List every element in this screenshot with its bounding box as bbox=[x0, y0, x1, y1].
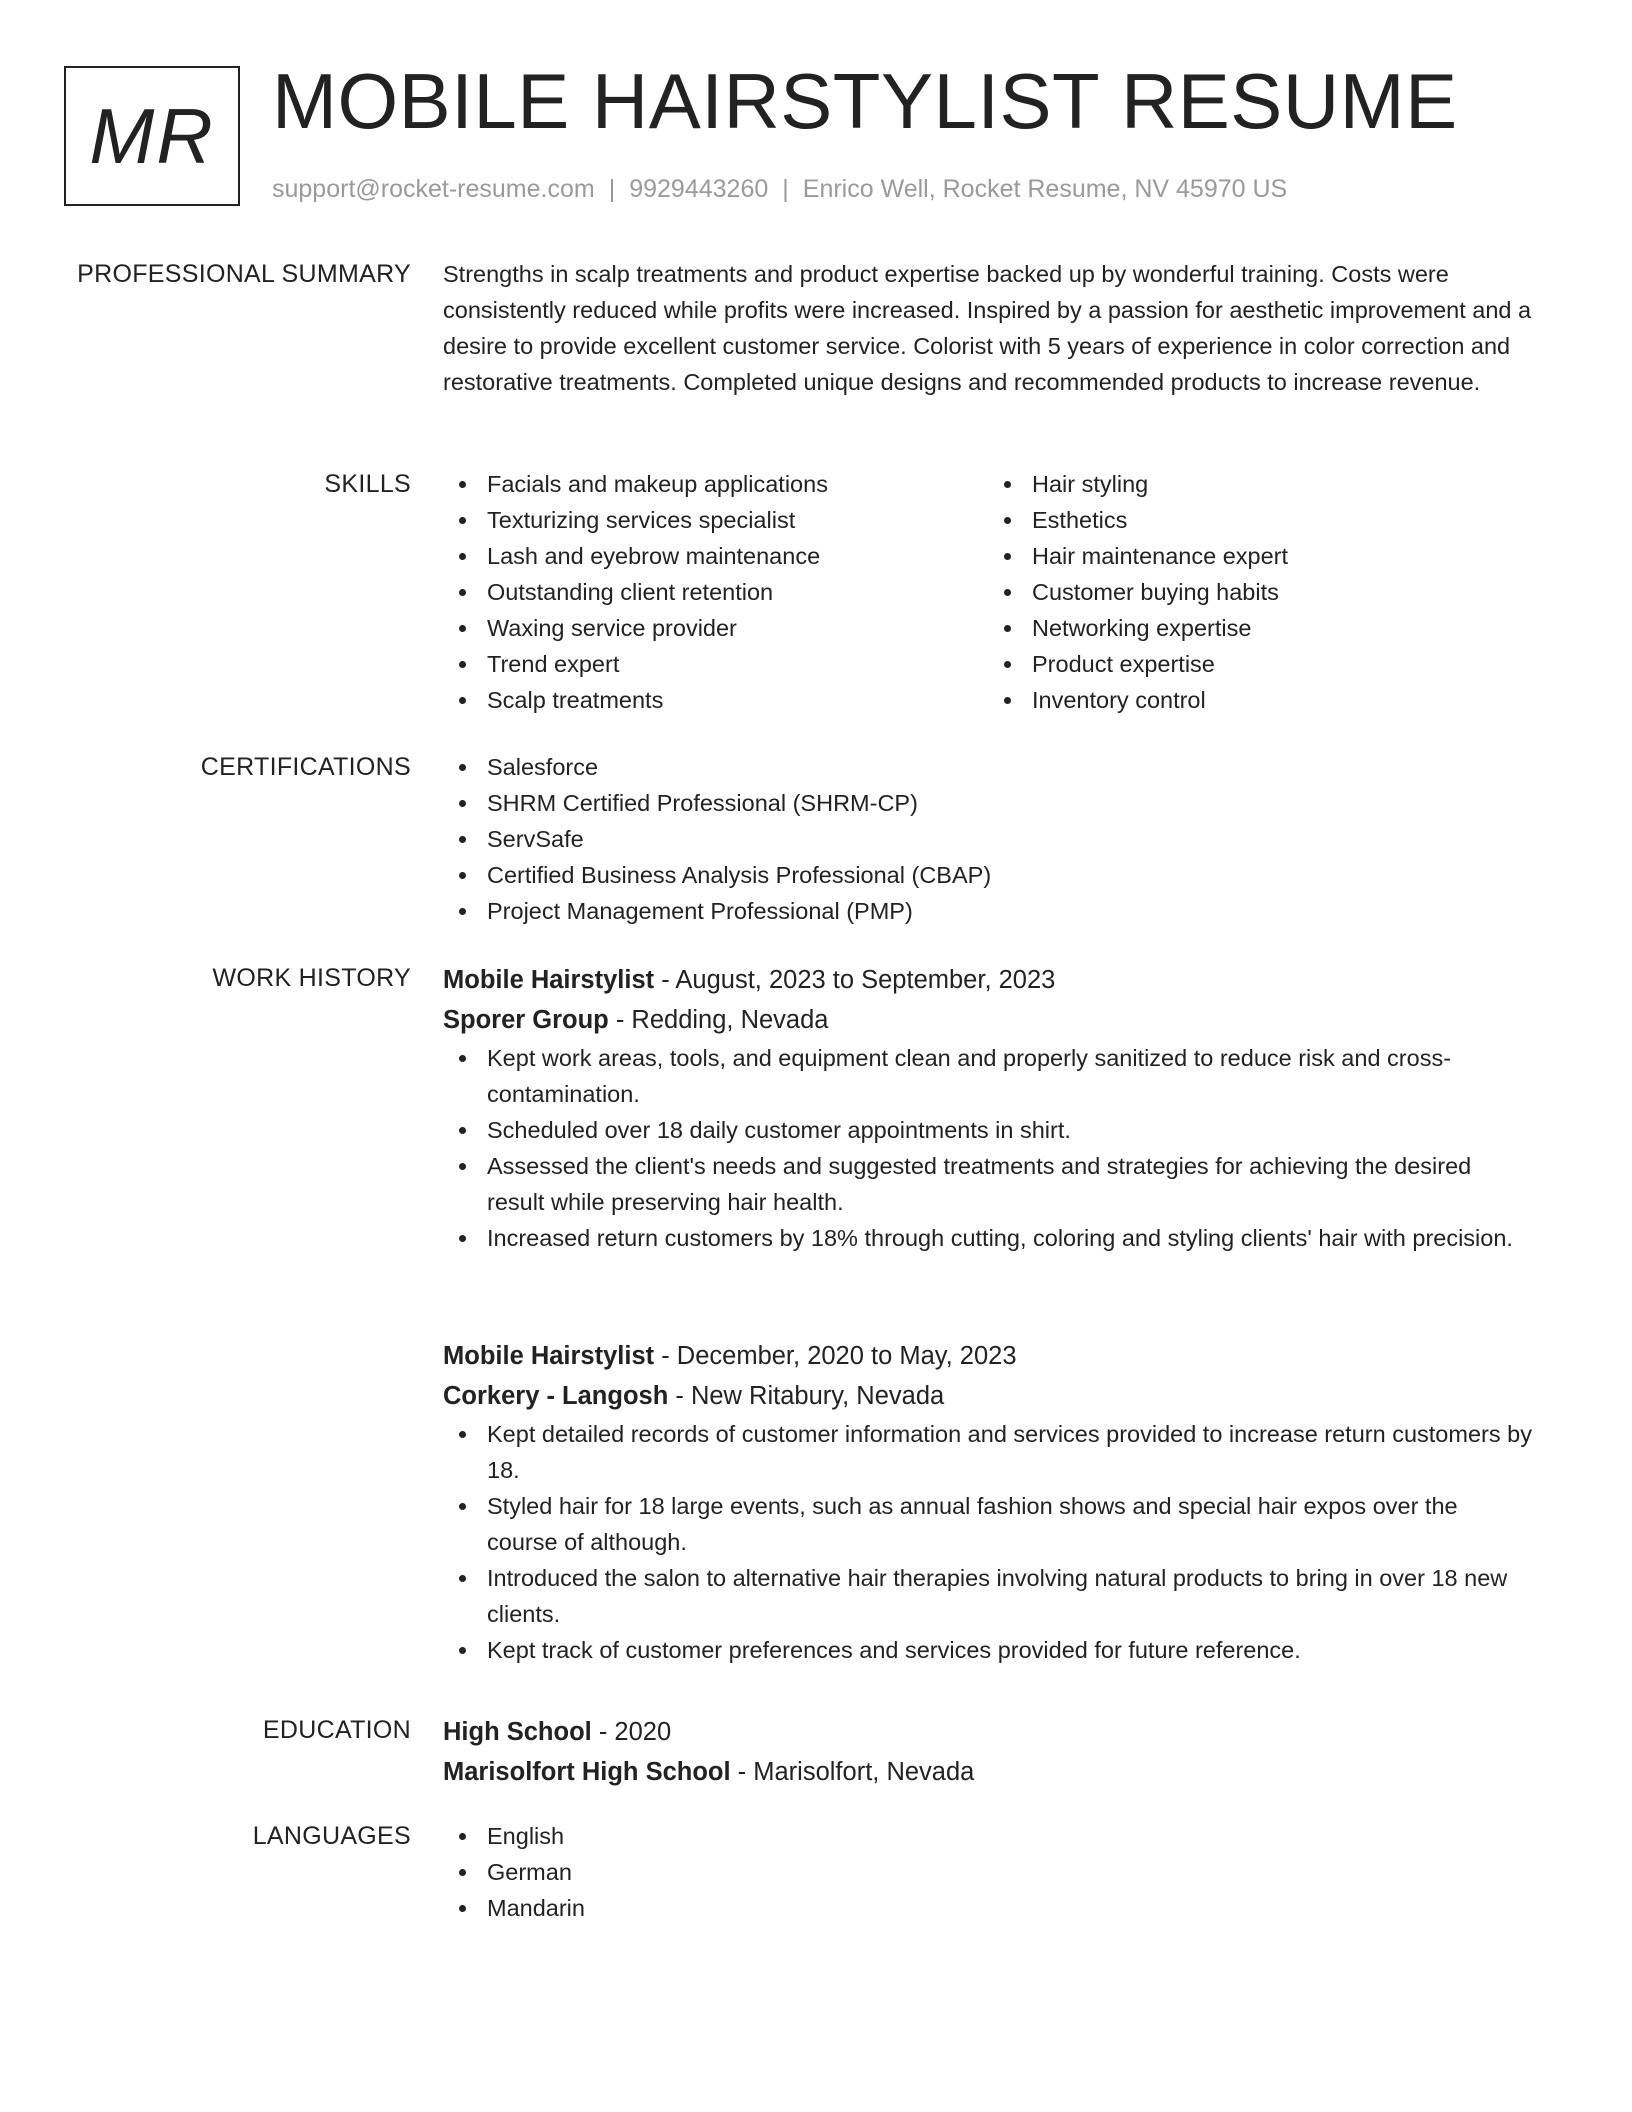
skills-body bbox=[443, 466, 1533, 718]
contact-address: Enrico Well, Rocket Resume, NV 45970 US bbox=[802, 175, 1288, 203]
job-duty-item: Kept detailed records of customer information and services provided to increase return customers by 18. bbox=[443, 1416, 1533, 1488]
certification-item: Project Management Professional (PMP) bbox=[443, 893, 1533, 929]
job-duty-item: Styled hair for 18 large events, such as annual fashion shows and special hair expos over the course of although. bbox=[443, 1488, 1533, 1560]
skill-item: Trend expert bbox=[443, 646, 988, 682]
contact-separator: | bbox=[782, 175, 789, 203]
skill-item: Waxing service provider bbox=[443, 610, 988, 646]
job-duties bbox=[443, 1416, 1533, 1668]
skill-item: Outstanding client retention bbox=[443, 574, 988, 610]
section-heading: SKILLS bbox=[324, 470, 411, 498]
job-location: - Redding, Nevada bbox=[608, 1006, 829, 1034]
job-title-line bbox=[443, 960, 1533, 1000]
education-year: - 2020 bbox=[591, 1718, 672, 1746]
skill-item: Product expertise bbox=[988, 646, 1533, 682]
job-company-line bbox=[443, 1000, 1533, 1040]
job-location: - New Ritabury, Nevada bbox=[668, 1382, 945, 1410]
contact-phone[interactable]: 9929443260 bbox=[629, 175, 769, 203]
summary-body bbox=[443, 256, 1533, 400]
education-school: Marisolfort High School bbox=[443, 1758, 731, 1786]
job-duties bbox=[443, 1040, 1533, 1256]
skill-item: Facials and makeup applications bbox=[443, 466, 988, 502]
job-entry bbox=[443, 960, 1533, 1256]
job-entry bbox=[443, 1336, 1533, 1668]
job-company-line bbox=[443, 1376, 1533, 1416]
job-dates: - December, 2020 to May, 2023 bbox=[654, 1342, 1017, 1370]
skill-item: Esthetics bbox=[988, 502, 1533, 538]
language-item: German bbox=[443, 1854, 1533, 1890]
certification-item: Certified Business Analysis Professional (CBAP) bbox=[443, 857, 1533, 893]
education-location: - Marisolfort, Nevada bbox=[730, 1758, 975, 1786]
job-duty-item: Kept work areas, tools, and equipment clean and properly sanitized to reduce risk and cross-contamination. bbox=[443, 1040, 1533, 1112]
job-duty-item: Introduced the salon to alternative hair therapies involving natural products to bring in over 18 new clients. bbox=[443, 1560, 1533, 1632]
certifications-body bbox=[443, 749, 1533, 929]
education-school-line bbox=[443, 1752, 1533, 1792]
skill-item: Inventory control bbox=[988, 682, 1533, 718]
certification-item: SHRM Certified Professional (SHRM-CP) bbox=[443, 785, 1533, 821]
contact-separator: | bbox=[608, 175, 616, 203]
skill-item: Hair maintenance expert bbox=[988, 538, 1533, 574]
job-duty-item: Assessed the client's needs and suggested treatments and strategies for achieving the desired result while preserving hair health. bbox=[443, 1148, 1533, 1220]
education-degree-line bbox=[443, 1712, 1533, 1752]
job-company: Sporer Group bbox=[443, 1006, 609, 1034]
section-heading: PROFESSIONAL SUMMARY bbox=[77, 260, 411, 288]
job-duty-item: Kept track of customer preferences and services provided for future reference. bbox=[443, 1632, 1533, 1668]
education-degree: High School bbox=[443, 1718, 592, 1746]
contact-email[interactable]: support@rocket-resume.com bbox=[272, 175, 595, 203]
job-duty-item: Scheduled over 18 daily customer appointments in shirt. bbox=[443, 1112, 1533, 1148]
section-heading: WORK HISTORY bbox=[212, 964, 411, 992]
job-duty-item: Increased return customers by 18% through cutting, coloring and styling clients' hair with precision. bbox=[443, 1220, 1533, 1256]
certification-item: ServSafe bbox=[443, 821, 1533, 857]
skill-item: Lash and eyebrow maintenance bbox=[443, 538, 988, 574]
section-heading: CERTIFICATIONS bbox=[200, 753, 411, 781]
skill-item: Customer buying habits bbox=[988, 574, 1533, 610]
contact-line bbox=[272, 173, 1287, 205]
section-heading: EDUCATION bbox=[262, 1716, 411, 1744]
resume-title: MOBILE HAIRSTYLIST RESUME bbox=[272, 57, 1458, 145]
work-history-body bbox=[443, 960, 1533, 1663]
job-company: Corkery - Langosh bbox=[443, 1382, 669, 1410]
job-title: Mobile Hairstylist bbox=[443, 966, 655, 994]
languages-body bbox=[443, 1818, 1533, 1926]
monogram-badge: MR bbox=[64, 66, 240, 206]
skill-item: Scalp treatments bbox=[443, 682, 988, 718]
skill-item: Texturizing services specialist bbox=[443, 502, 988, 538]
skills-column-right bbox=[988, 466, 1533, 718]
education-body bbox=[443, 1712, 1533, 1792]
language-item: Mandarin bbox=[443, 1890, 1533, 1926]
skill-item: Networking expertise bbox=[988, 610, 1533, 646]
summary-text: Strengths in scalp treatments and product expertise backed up by wonderful training. Costs were consistently reduced while profits were increased. Inspired by a passion for aesthetic improvement and a desire to provide excellent customer service. Colorist with 5 years of experience in color correction and restorative treatments. Completed unique designs and recommended products to increase revenue. bbox=[443, 261, 1532, 395]
job-dates: - August, 2023 to September, 2023 bbox=[654, 966, 1056, 994]
certification-item: Salesforce bbox=[443, 749, 1533, 785]
skills-column-left bbox=[443, 466, 988, 718]
job-title-line bbox=[443, 1336, 1533, 1376]
skill-item: Hair styling bbox=[988, 466, 1533, 502]
job-title: Mobile Hairstylist bbox=[443, 1342, 655, 1370]
section-heading: LANGUAGES bbox=[252, 1822, 411, 1850]
language-item: English bbox=[443, 1818, 1533, 1854]
